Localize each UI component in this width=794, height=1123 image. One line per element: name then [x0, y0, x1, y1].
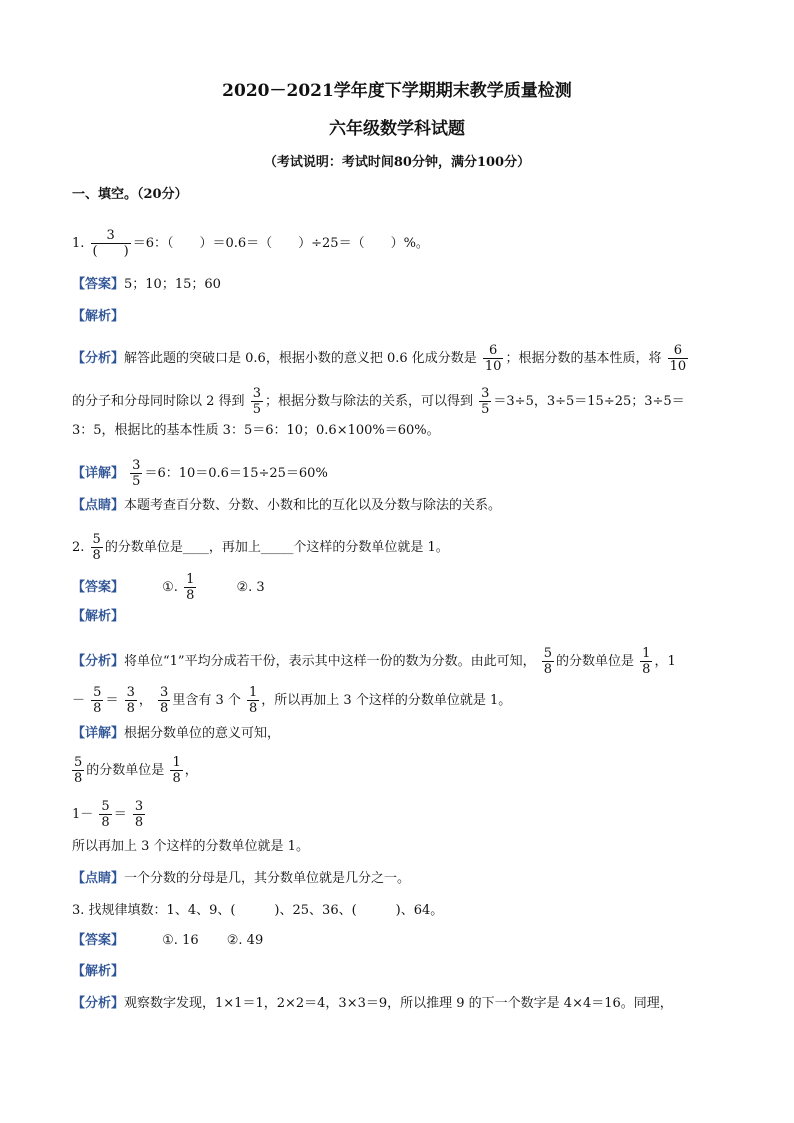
q1-jiexi: 【解析】 — [72, 309, 125, 324]
q2-answer: 【答案】 ①. $\frac{1}{8}$ ②. 3 — [72, 572, 265, 603]
q2-xiangjie-line3: 1－ $\frac{5}{8}$ ＝ $\frac{3}{8}$ — [72, 799, 144, 830]
question-2: 2. $\frac{5}{8}$ 的分数单位是____，再加上_____个这样的分数单位就是 1。 — [72, 532, 449, 563]
q1-fenxi-line1: 【分析】解答此题的突破口是 0.6，根据小数的意义把 0.6 化成分数是 $\frac{6}{10}$ ；根据分数的基本性质，将 $\frac{6}{10}$ — [72, 343, 687, 374]
exam-subtitle: 六年级数学科试题 — [329, 119, 465, 139]
q2-fenxi-line2: － $\frac{5}{8}$ ＝ $\frac{3}{8}$ ， $\frac{3}{8}$ 里含有 3 个 $\frac{1}{8}$ ，所以再加上 3 个这样的分数单位就是 1。 — [72, 685, 512, 716]
exam-note: （考试说明：考试时间80分钟，满分100分） — [263, 155, 531, 170]
q2-xiangjie-line1: 【详解】根据分数单位的意义可知， — [72, 726, 281, 741]
q2-xiangjie-line2: $\frac{5}{8}$ 的分数单位是 $\frac{1}{8}$ ， — [74, 755, 198, 786]
q3-fenxi: 【分析】观察数字发现，1×1＝1，2×2＝4，3×3＝9，所以推理 9 的下一个数字是 4×4＝16。同理， — [72, 996, 673, 1011]
q2-fenxi-line1: 【分析】将单位“1”平均分成若干份，表示其中这样一份的数为分数。由此可知， $\frac{5}{8}$ 的分数单位是 $\frac{1}{8}$ ，1 — [72, 646, 676, 677]
q1-fenxi-line2: 的分子和分母同时除以 2 得到 $\frac{3}{5}$ ；根据分数与除法的关系，可以得到 $\frac{3}{5}$ ＝3÷5，3÷5＝15÷25；3÷5＝ — [72, 386, 685, 417]
q2-dianjing: 【点睛】一个分数的分母是几，其分数单位就是几分之一。 — [72, 871, 411, 886]
exam-title: 2020－2021学年度下学期期末教学质量检测 — [222, 81, 572, 101]
q1-dianjing: 【点睛】本题考查百分数、分数、小数和比的互化以及分数与除法的关系。 — [72, 498, 502, 513]
q1-fenxi-line3: 3：5，根据比的基本性质 3：5＝6：10；0.6×100%＝60%。 — [72, 423, 440, 438]
q2-xiangjie-line4: 所以再加上 3 个这样的分数单位就是 1。 — [72, 839, 309, 854]
question-1: 1. $\frac{3}{( )}$ ＝6：（ ）＝0.6＝（ ）÷25＝（ ）%。 — [72, 228, 429, 259]
q3-jiexi: 【解析】 — [72, 964, 125, 979]
q1-xiangjie: 【详解】 $\frac{3}{5}$ ＝6：10＝0.6＝15÷25＝60% — [72, 458, 328, 489]
q2-jiexi: 【解析】 — [72, 609, 125, 624]
question-3: 3. 找规律填数：1、4、9、( )、25、36、( )、64。 — [72, 903, 444, 918]
q3-answer: 【答案】 ①. 16 ②. 49 — [72, 933, 264, 948]
section-heading: 一、填空。（20分） — [72, 187, 188, 202]
q1-answer: 【答案】5；10；15；60 — [72, 277, 221, 292]
